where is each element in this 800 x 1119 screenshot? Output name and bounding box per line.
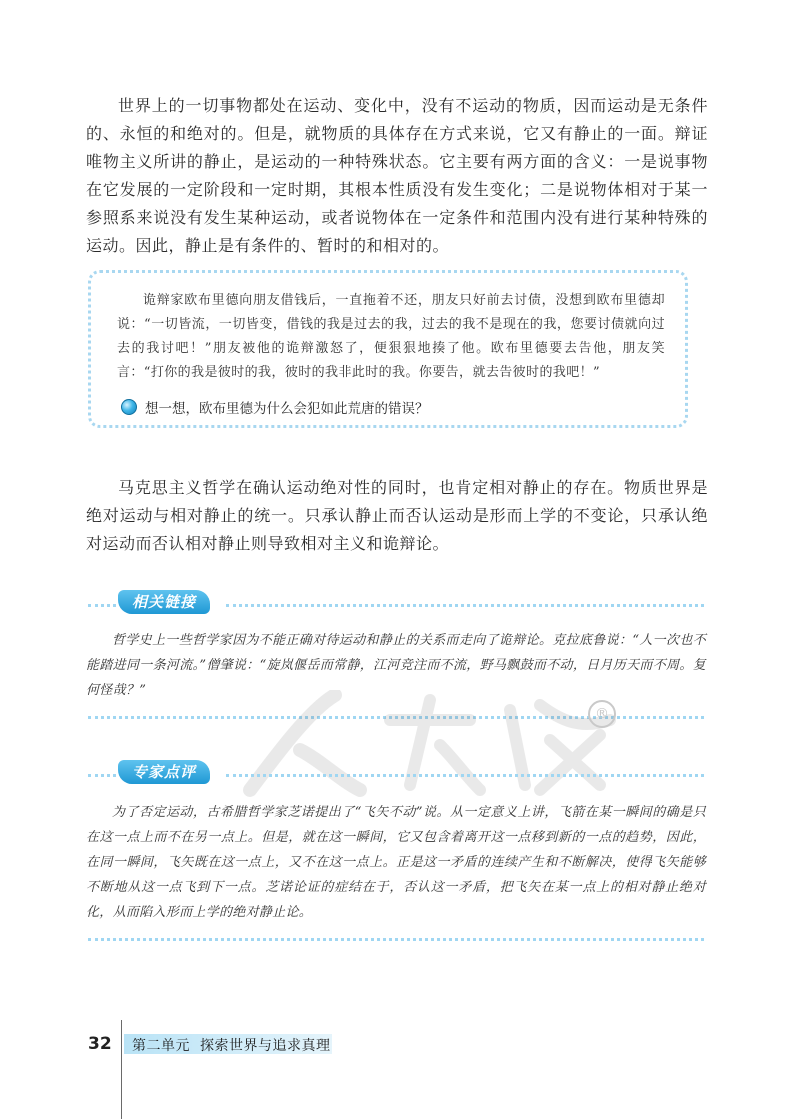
unit-label: 第二单元: [132, 1038, 190, 1054]
think-prompt-text: 想一想，欧布里德为什么会犯如此荒唐的错误？: [145, 401, 429, 417]
think-bulb-icon: [121, 399, 137, 415]
think-prompt: [121, 397, 429, 417]
body-paragraph-motion: 世界上的一切事物都处在运动、变化中，没有不运动的物质，因而运动是无条件的、永恒的和绝对的。但是，就物质的具体存在方式来说，它又有静止的一面。辩证唯物主义所讲的静止，是运动的一种特殊状态。它主要有两方面的含义：一是说事物在它发展的一定阶段和一定时期，其根本性质没有发生变化；二是说物体相对于某一参照系来说没有发生某种运动，或者说物体在一定条件和范围内没有进行某种特殊的运动。因此，静止是有条件的、暂时的和相对的。: [86, 96, 708, 255]
publisher-watermark-icon: [240, 690, 630, 800]
expert-comment-text: 为了否定运动，古希腊哲学家芝诺提出了“飞矢不动”说。从一定意义上讲，飞箭在某一瞬间的确是只在这一点上而不在另一点上。但是，就在这一瞬间，它又包含着离开这一点移到新的一点的趋势，因此，在同一瞬间，飞矢既在这一点上，又不在这一点上。正是这一矛盾的连续产生和不断解决，使得飞矢能够不断地从这一点飞到下一点。芝诺论证的症结在于，否认这一矛盾，把飞矢在某一点上的相对静止绝对化，从而陷入形而上学的绝对静止论。: [86, 805, 706, 920]
expert-comment-tag: 专家点评: [118, 760, 210, 784]
body-paragraph-stillness: 马克思主义哲学在确认运动绝对性的同时，也肯定相对静止的存在。物质世界是绝对运动与相对静止的统一。只承认静止而否认运动是形而上学的不变论，只承认绝对运动而否认相对静止则导致相对主义和诡辩论。: [86, 478, 708, 553]
section-divider: [88, 774, 116, 777]
story-box: [88, 270, 688, 428]
story-text: 诡辩家欧布里德向朋友借钱后，一直拖着不还，朋友只好前去讨债，没想到欧布里德却说：“一切皆流，一切皆变，借钱的我是过去的我，过去的我不是现在的我，您要讨债就向过去的我讨吧！”朋友被他的诡辩激怒了，便狠狠地揍了他。欧布里德要去告他，朋友笑言：“打你的我是彼时的我，彼时的我非此时的我。你要告，就去告彼时的我吧！”: [117, 293, 665, 380]
section-divider: [226, 604, 704, 607]
registered-mark: ®: [588, 700, 616, 728]
section-divider: [88, 604, 116, 607]
related-link-text: 哲学史上一些哲学家因为不能正确对待运动和静止的关系而走向了诡辩论。克拉底鲁说：“人一次也不能踏进同一条河流。”僧肇说：“旋岚偃岳而常静，江河竞注而不流，野马飘鼓而不动，日月历天而不周。复何怪哉？”: [86, 633, 706, 698]
section-divider: [88, 938, 704, 941]
page-number: 32: [88, 1034, 112, 1054]
related-link-tag: 相关链接: [118, 590, 210, 614]
unit-title: 探索世界与追求真理: [200, 1038, 331, 1054]
footer-rule: [121, 1020, 122, 1119]
section-divider: [226, 774, 704, 777]
